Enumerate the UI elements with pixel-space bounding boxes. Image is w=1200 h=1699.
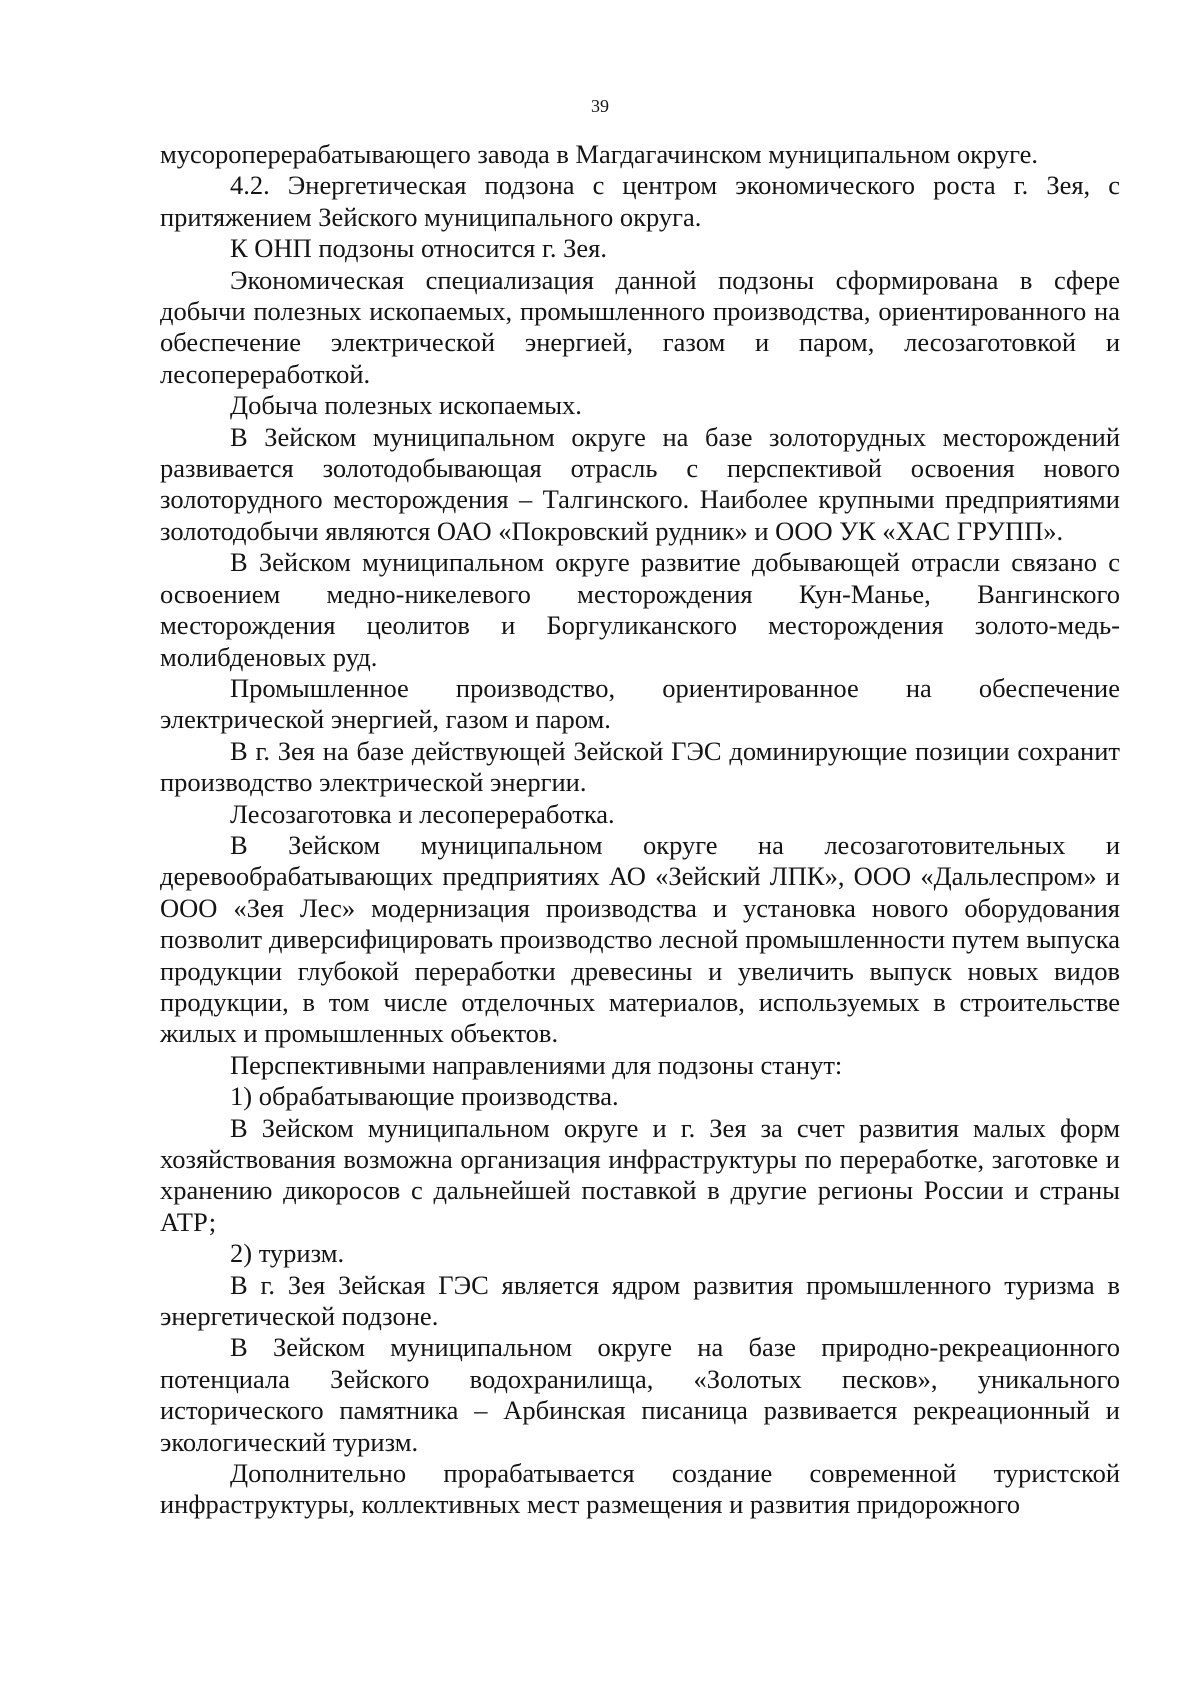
paragraph: К ОНП подзоны относится г. Зея. <box>230 233 607 264</box>
subheading: Лесозаготовка и лесопереработка. <box>230 798 615 829</box>
list-item: 2) туризм. <box>230 1238 345 1269</box>
list-item: 1) обрабатывающие производства. <box>230 1081 619 1112</box>
paragraph: В Зейском муниципальном округе на базе золоторудных месторождений развивается золотодобывающая отрасль с перспективой освоения нового золоторудного месторождения – Талгинского. Наиболее крупными предприятиями золотодобычи являются ОАО «Покровский рудник» и ООО УК «ХАС ГРУПП». <box>160 421 1120 546</box>
paragraph: В Зейском муниципальном округе на лесозаготовительных и деревообрабатывающих предприятиях АО «Зейский ЛПК», ООО «Дальлеспром» и ООО «Зея Лес» модернизация производства и установка нового оборудования позволит диверсифицировать производство лесной промышленности путем выпуска продукции глубокой переработки древесины и увеличить выпуск новых видов продукции, в том числе отделочных материалов, используемых в строительстве жилых и промышленных объектов. <box>160 829 1120 1049</box>
paragraph: В Зейском муниципальном округе развитие добывающей отрасли связано с освоением медно-никелевого месторождения Кун-Манье, Вангинского месторождения цеолитов и Боргуликанского месторождения золото-медь-молибденовых руд. <box>160 547 1120 672</box>
subheading: Промышленное производство, ориентированное на обеспечение электрической энергией, газом и паром. <box>160 672 1120 735</box>
paragraph: Экономическая специализация данной подзоны сформирована в сфере добычи полезных ископаемых, промышленного производства, ориентированного на обеспечение электрической энергией, газом и паром, лесозаготовкой и лесопереработкой. <box>160 264 1120 389</box>
paragraph: В Зейском муниципальном округе на базе природно-рекреационного потенциала Зейского водохранилища, «Золотых песков», уникального исторического памятника – Арбинская писаница развивается рекреационный и экологический туризм. <box>160 1332 1120 1457</box>
section-heading-4-2: 4.2. Энергетическая подзона с центром экономического роста г. Зея, с притяжением Зейского муниципального округа. <box>160 170 1120 232</box>
paragraph: Перспективными направлениями для подзоны станут: <box>230 1049 843 1080</box>
paragraph: В г. Зея на базе действующей Зейской ГЭС доминирующие позиции сохранит производство электрической энергии. <box>160 735 1120 798</box>
paragraph: В Зейском муниципальном округе и г. Зея за счет развития малых форм хозяйствования возможна организация инфраструктуры по переработке, заготовке и хранению дикоросов с дальнейшей поставкой в другие регионы России и страны АТР; <box>160 1112 1120 1237</box>
paragraph: Дополнительно прорабатывается создание современной туристской инфраструктуры, коллективных мест размещения и развития придорожного <box>160 1458 1120 1520</box>
page-number: 39 <box>591 96 609 116</box>
paragraph-continuation: мусороперерабатывающего завода в Магдагачинском муниципальном округе. <box>160 139 1039 169</box>
subheading: Добыча полезных ископаемых. <box>230 390 582 421</box>
document-body <box>160 139 1120 1521</box>
paragraph: В г. Зея Зейская ГЭС является ядром развития промышленного туризма в энергетической подзоне. <box>160 1269 1120 1332</box>
